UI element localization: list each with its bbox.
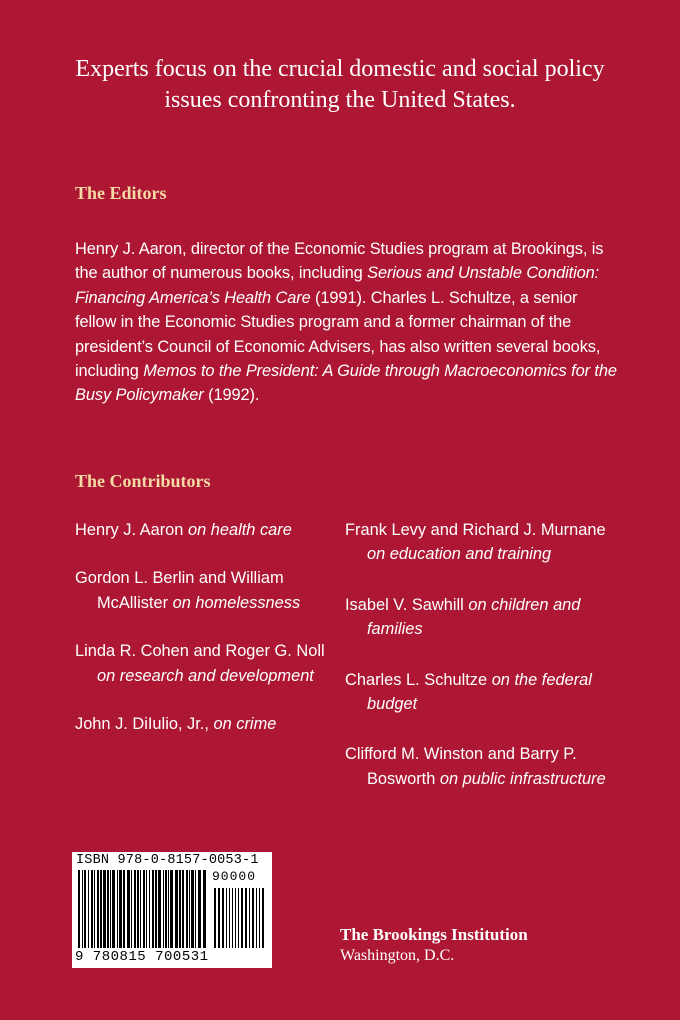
contributor-names: Gordon L. Berlin and William McAllister (75, 569, 284, 612)
contributor-names: Charles L. Schultze (345, 670, 488, 689)
barcode-bar (94, 870, 95, 948)
barcode-bar (97, 870, 99, 948)
barcode-bar (163, 870, 164, 948)
contributors-left-column (75, 518, 337, 760)
barcode-bar (107, 870, 109, 948)
contributor-topic: on education and training (367, 545, 552, 564)
barcode-addon-bar (232, 888, 233, 948)
barcode-addon-bar (241, 888, 243, 948)
barcode-addon-bar (249, 888, 250, 948)
barcode-bar (179, 870, 181, 948)
contributor-topic: on health care (187, 521, 292, 539)
contributor-topic: on crime (213, 715, 277, 734)
isbn-barcode (72, 852, 272, 968)
barcode-bar (119, 870, 122, 948)
barcode-bar (203, 870, 206, 948)
book-title-1: Serious and Unstable Condition: Financing America’s Health Care (75, 264, 600, 307)
contributor-entry (345, 593, 625, 642)
editors-paragraph (75, 237, 620, 408)
barcode-addon-bar (218, 888, 220, 948)
barcode-addon-bar (222, 888, 224, 948)
barcode-bar (112, 870, 115, 948)
contributor-names: Linda R. Cohen and Roger G. Noll (75, 642, 325, 661)
barcode-bar (152, 870, 154, 948)
barcode-bar (82, 870, 83, 948)
barcode-bar (140, 870, 141, 948)
barcode-bar (158, 870, 161, 948)
barcode-bar (78, 870, 80, 948)
contributor-topic: on children and families (367, 595, 581, 639)
publisher-name: The Brookings Institution (340, 925, 528, 944)
barcode-addon-bar (238, 888, 239, 948)
tagline: Experts focus on the crucial domestic and social policy issues confronting the United States. (75, 56, 605, 113)
contributor-names: Isabel V. Sawhill (345, 595, 464, 614)
barcode-addon-bar (214, 888, 216, 948)
barcode-bar (198, 870, 201, 948)
contributor-topic: on the federal budget (367, 670, 592, 714)
barcode-bar (189, 870, 190, 948)
barcode-bar (143, 870, 145, 948)
barcode-bar (182, 870, 184, 948)
editors-text-1: Henry J. Aaron, director of the Economic Studies program at Brookings, is the author of numerous books, including (75, 240, 604, 283)
contributors-right-column (345, 518, 625, 817)
contributor-entry (75, 712, 337, 736)
barcode-bar (127, 870, 130, 948)
contributor-topic: on homelessness (172, 593, 301, 612)
barcode-bar (146, 870, 147, 948)
contributor-entry (345, 668, 625, 717)
barcode-bar (168, 870, 169, 948)
barcode-addon-bar (229, 888, 230, 948)
barcode-bar (191, 870, 194, 948)
barcode-bar (137, 870, 139, 948)
barcode-addon-bar (226, 888, 227, 948)
barcode-addon-bar (256, 888, 257, 948)
book-title-2: Memos to the President: A Guide through Macroeconomics for the Busy Policymaker (75, 362, 617, 405)
contributor-names: Frank Levy and Richard J. Murnane (345, 521, 606, 539)
contributors-heading: The Contributors (75, 471, 211, 491)
barcode-bar (165, 870, 167, 948)
contributor-entry (75, 566, 337, 615)
contributor-topic: on research and development (97, 666, 314, 685)
barcode-addon-code: 90000 (212, 869, 257, 884)
contributor-entry (345, 518, 625, 567)
contributor-entry (75, 518, 337, 542)
barcode-bar (103, 870, 106, 948)
contributor-names: John J. DiIulio, Jr., (75, 715, 209, 734)
editors-text-3: (1992). (203, 386, 260, 405)
barcode-bar (134, 870, 136, 948)
contributor-topic: on public infrastructure (439, 769, 606, 788)
barcode-bar (149, 870, 150, 948)
barcode-bar (131, 870, 132, 948)
contributor-entry (345, 742, 625, 791)
contributor-names: Henry J. Aaron (75, 521, 184, 539)
publisher-place: Washington, D.C. (340, 947, 455, 964)
barcode-bar (91, 870, 93, 948)
barcode-addon-bar (252, 888, 254, 948)
contributor-entry (75, 639, 337, 688)
barcode-addon-bar (235, 888, 236, 948)
barcode-bar (117, 870, 118, 948)
barcode-bar (195, 870, 196, 948)
barcode-bar (100, 870, 102, 948)
barcode-bar (88, 870, 89, 948)
contributor-names: Clifford M. Winston and Barry P. Bosworth (345, 745, 577, 788)
barcode-addon-bar (262, 888, 264, 948)
editors-heading: The Editors (75, 183, 167, 203)
editors-text-2: (1991). Charles L. Schultze, a senior fellow in the Economic Studies program and a former chairman of the president’s Council of Economic Advisers, has also written several books, including (75, 288, 601, 381)
barcode-bar (186, 870, 188, 948)
barcode-addon-bar (245, 888, 247, 948)
barcode-bar (155, 870, 157, 948)
isbn-label: ISBN 978-0-8157-0053-1 (76, 853, 259, 868)
barcode-bar (84, 870, 86, 948)
barcode-bar (123, 870, 125, 948)
barcode-bar (175, 870, 178, 948)
barcode-bar (110, 870, 111, 948)
barcode-bar (170, 870, 173, 948)
barcode-digits: 9 780815 700531 (75, 949, 209, 965)
barcode-addon-bar (259, 888, 260, 948)
